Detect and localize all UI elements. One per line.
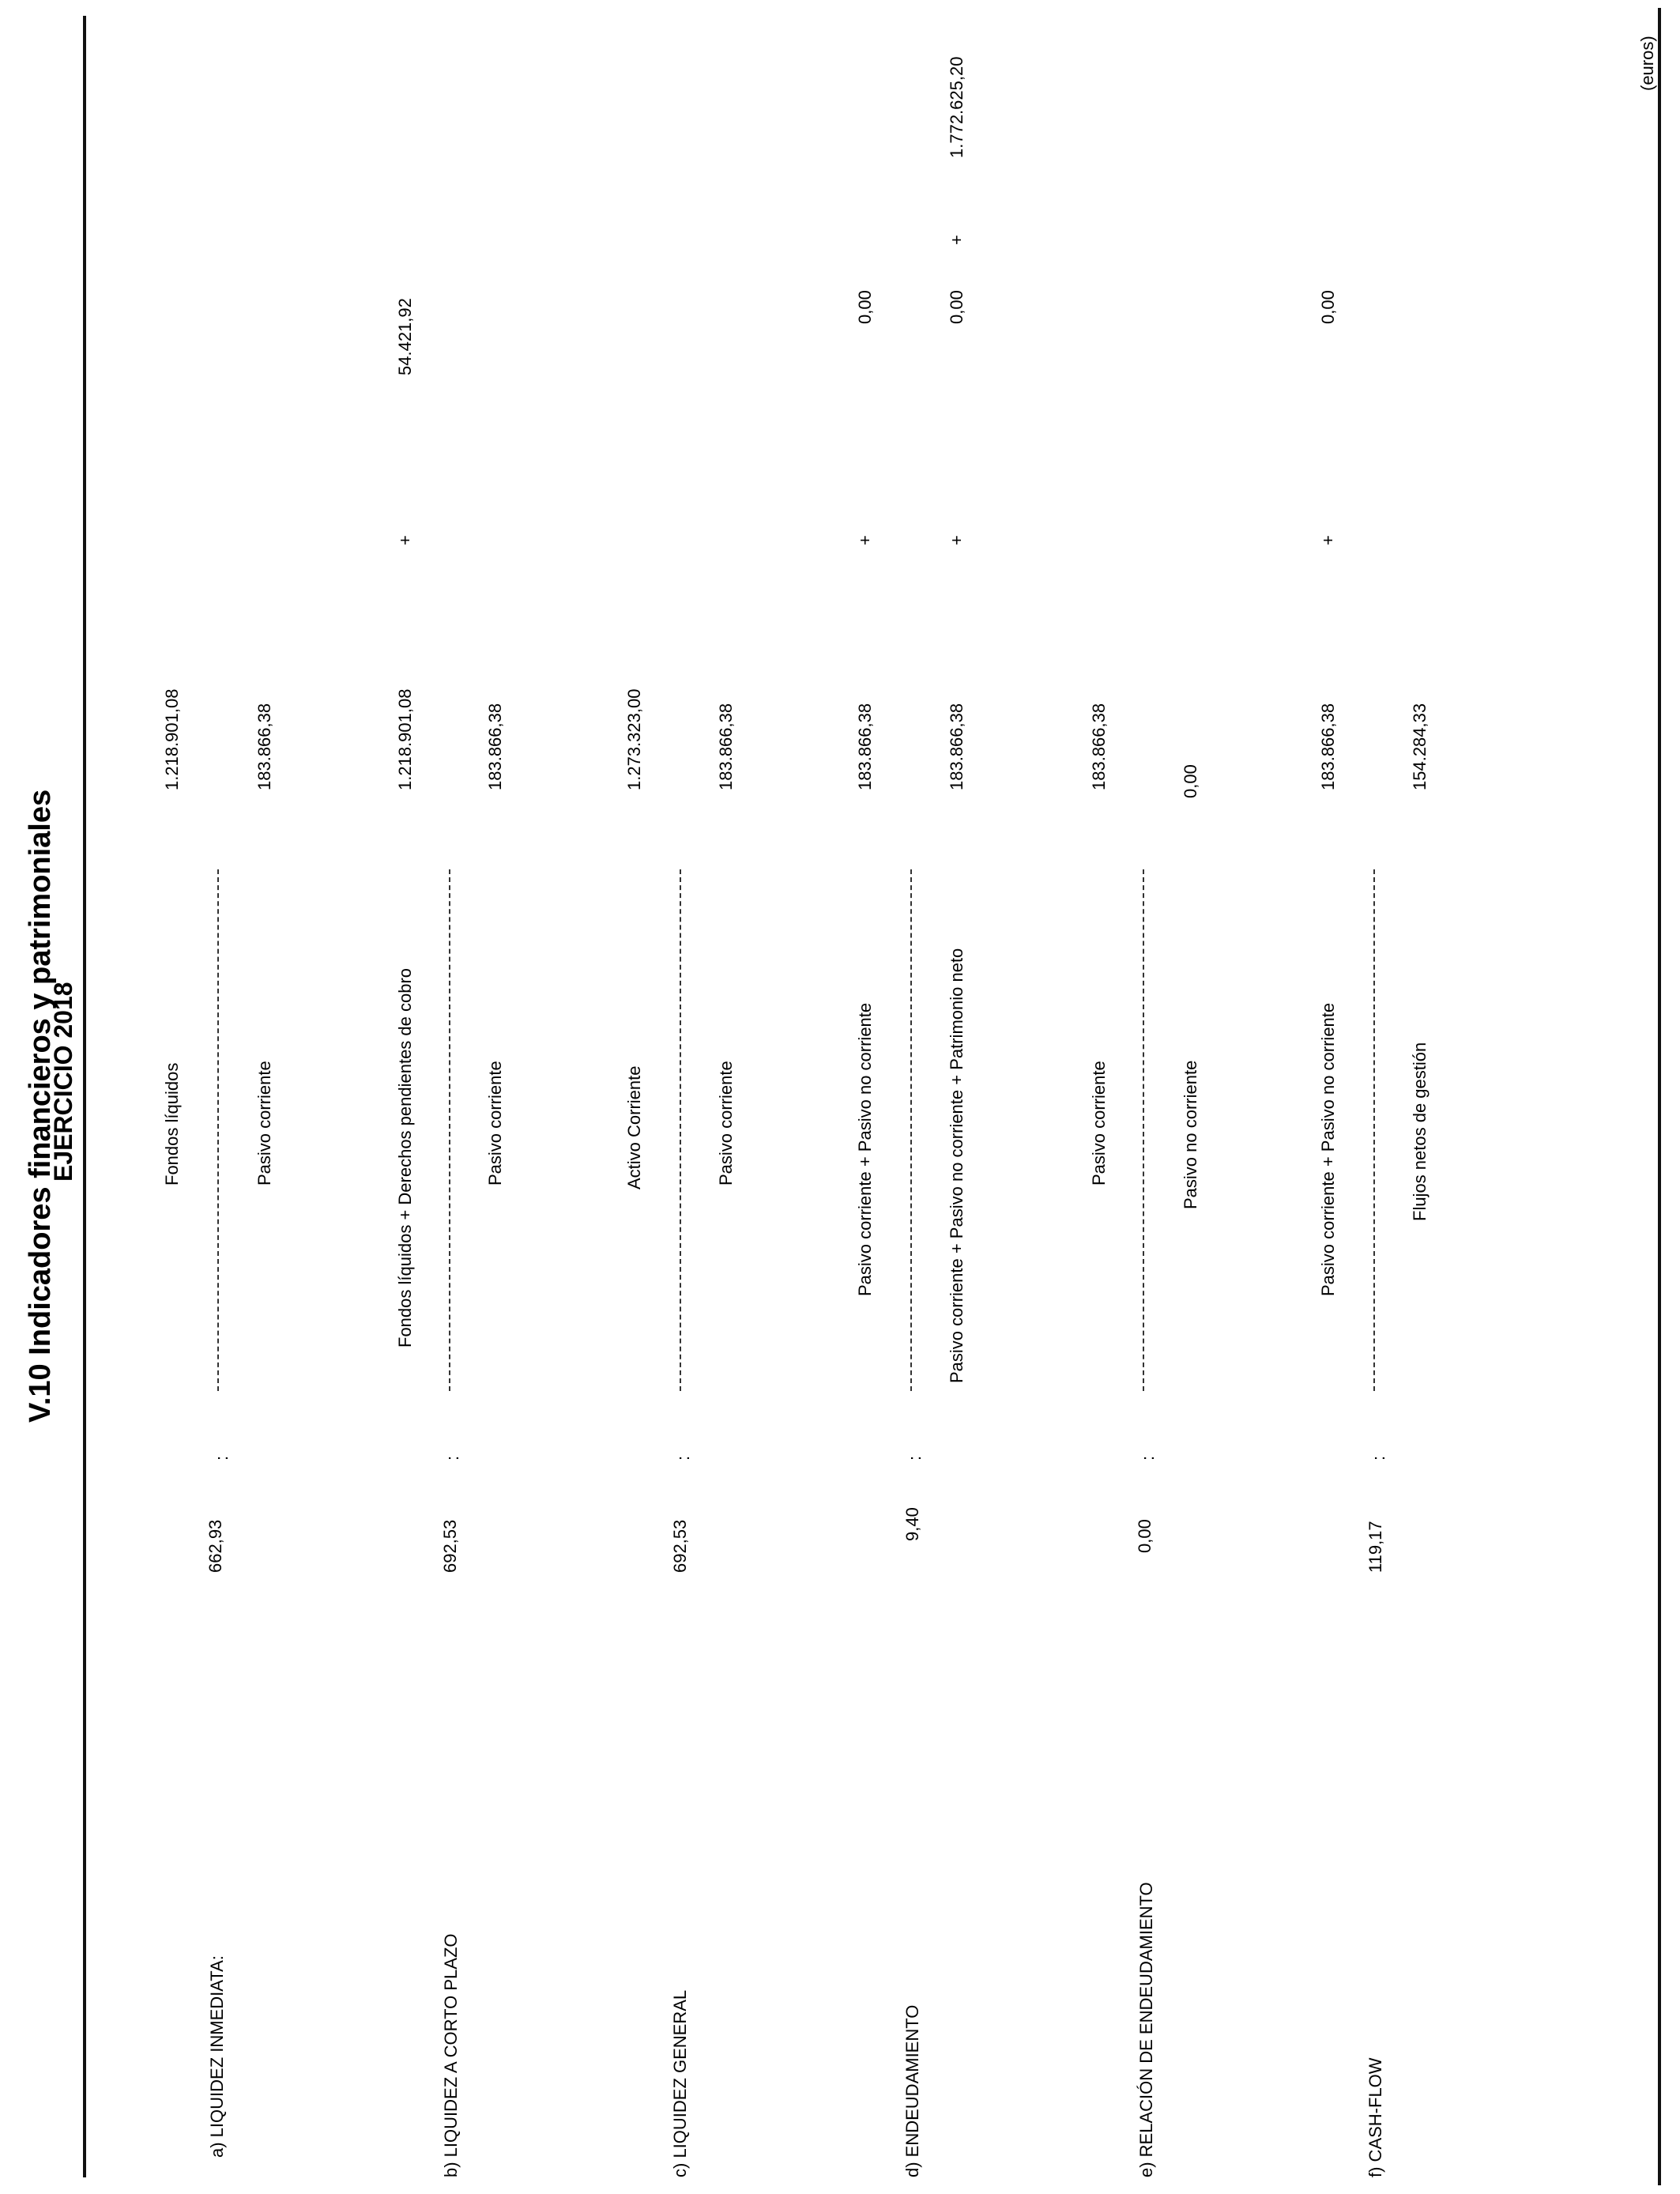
numerator-label: Pasivo corriente + Pasivo no corriente [855, 1002, 875, 1296]
numerator-value: 183.866,38 [1318, 703, 1338, 790]
indicator-colon: : [673, 1455, 693, 1461]
numerator-value: 1.273.323,00 [624, 688, 644, 790]
indicator-value: 0,00 [1135, 1519, 1155, 1553]
indicator-value: 662,93 [205, 1519, 225, 1573]
numerator-plus: + [1318, 535, 1338, 545]
indicator-label: a) LIQUIDEZ INMEDIATA: [207, 1955, 227, 2158]
numerator-label: Activo Corriente [624, 1065, 644, 1189]
denominator-label: Flujos netos de gestión [1410, 1042, 1430, 1221]
denominator-value: 183.866,38 [947, 703, 966, 790]
page-subtitle: EJERCICIO 2018 [49, 982, 77, 1182]
fraction-line [1373, 869, 1375, 1391]
numerator-plus: + [855, 535, 875, 545]
numerator-value: 183.866,38 [855, 703, 875, 790]
indicator-value: 119,17 [1365, 1521, 1385, 1573]
denominator-value-3: 1.772.625,20 [947, 56, 966, 158]
indicator-colon: : [1138, 1455, 1158, 1461]
denominator-label: Pasivo no corriente [1181, 1060, 1200, 1209]
indicator-colon: : [1369, 1455, 1388, 1461]
numerator-value: 183.866,38 [1089, 703, 1109, 790]
indicator-value: 692,53 [440, 1519, 460, 1573]
denominator-label: Pasivo corriente [485, 1061, 505, 1186]
units-rule [1658, 8, 1661, 2185]
units-label: (euros) [1637, 36, 1657, 91]
numerator-label: Pasivo corriente + Pasivo no corriente [1318, 1002, 1338, 1296]
denominator-value-2: 0,00 [947, 290, 966, 324]
indicator-label: b) LIQUIDEZ A CORTO PLAZO [441, 1933, 461, 2177]
page-title: V.10 Indicadores financieros y patrimoniales [24, 789, 57, 1423]
denominator-value: 183.866,38 [254, 703, 274, 790]
fraction-line [680, 869, 681, 1391]
numerator-value: 1.218.901,08 [162, 688, 182, 790]
fraction-line [449, 869, 450, 1391]
numerator-value: 1.218.901,08 [395, 688, 415, 790]
denominator-label: Pasivo corriente [716, 1061, 736, 1186]
numerator-value-2: 0,00 [1318, 290, 1338, 324]
numerator-label: Fondos líquidos + Derechos pendientes de cobro [395, 967, 415, 1348]
indicator-label: f) CASH-FLOW [1365, 2057, 1385, 2177]
fraction-line [1143, 869, 1144, 1391]
numerator-label: Fondos líquidos [162, 1062, 182, 1186]
indicator-colon: : [212, 1455, 232, 1461]
indicator-label: d) ENDEUDAMIENTO [902, 2004, 922, 2177]
indicator-colon: : [905, 1455, 925, 1461]
denominator-label: Pasivo corriente + Pasivo no corriente + Patrimonio neto [947, 948, 966, 1383]
indicator-value: 9,40 [902, 1507, 922, 1541]
denominator-value: 183.866,38 [485, 703, 505, 790]
denominator-value: 154.284,33 [1410, 703, 1430, 790]
indicator-colon: : [443, 1455, 462, 1461]
fraction-line [217, 869, 219, 1391]
indicator-label: c) LIQUIDEZ GENERAL [670, 1989, 690, 2177]
denominator-value: 183.866,38 [716, 703, 736, 790]
indicator-label: e) RELACIÓN DE ENDEUDAMIENTO [1136, 1882, 1156, 2177]
denominator-plus: + [947, 535, 966, 545]
numerator-value-2: 0,00 [855, 290, 875, 324]
denominator-label: Pasivo corriente [254, 1061, 274, 1186]
numerator-plus: + [395, 535, 415, 545]
numerator-label: Pasivo corriente [1089, 1061, 1109, 1186]
numerator-value-2: 54.421,92 [395, 298, 415, 375]
top-rule [83, 16, 86, 2177]
fraction-line [910, 869, 912, 1391]
denominator-plus-2: + [947, 235, 966, 245]
indicator-value: 692,53 [670, 1519, 690, 1573]
denominator-value: 0,00 [1181, 764, 1200, 798]
